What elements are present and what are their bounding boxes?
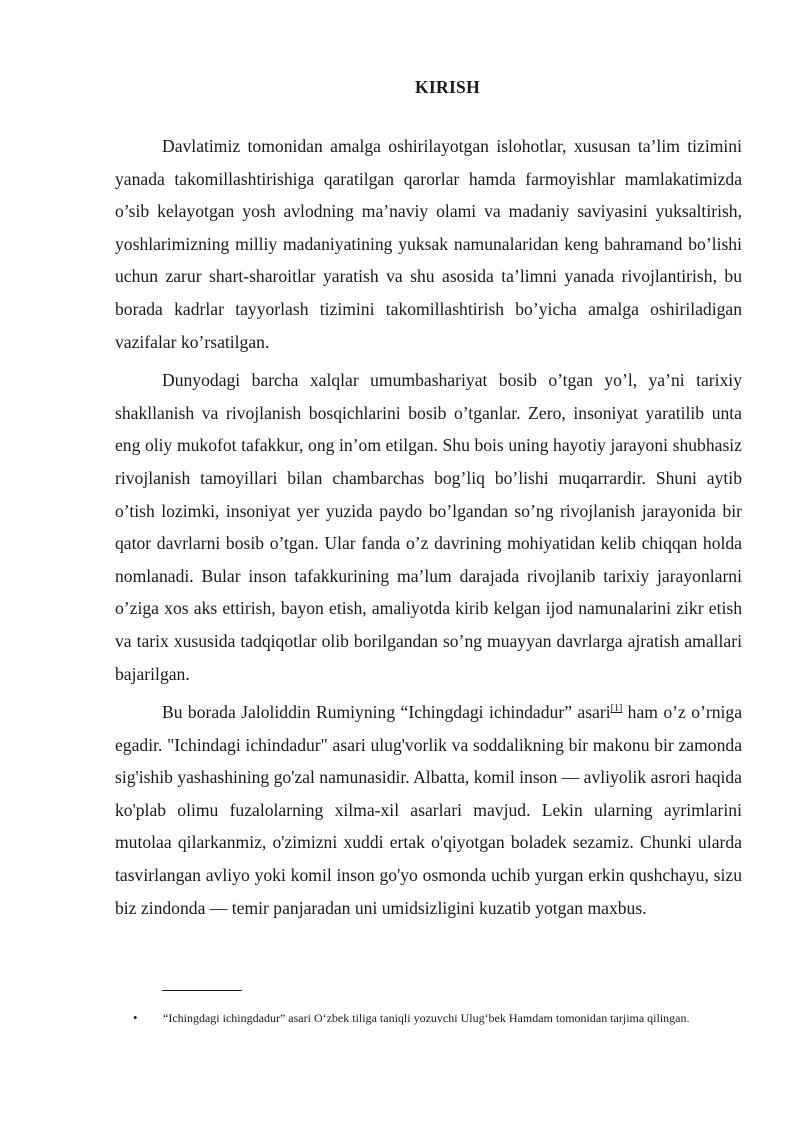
footnote-text: “Ichingdagi ichingdadur” asari O‘zbek tiliga taniqli yozuvchi Ulug‘bek Hamdam tomonidan tarjima qilingan.: [163, 1011, 690, 1025]
bullet-icon: •: [133, 1010, 138, 1025]
document-body: [115, 130, 742, 930]
paragraph-1: Davlatimiz tomonidan amalga oshirilayotgan islohotlar, xususan ta’lim tizimini yanada takomillashtirishiga qaratilgan qarorlar hamda farmoyishlar mamlakatimizda o’sib kelayotgan yosh avlodning ma’naviy olami va madaniy saviyasini yuksaltirish, yoshlarimizning milliy madaniyatining yuksak namunalaridan keng bahramand bo’lishi uchun zarur shart-sharoitlar yaratish va shu asosida ta’limni yanada rivojlantirish, bu borada kadrlar tayyorlash tizimini takomillashtirish bo’yicha amalga oshiriladigan vazifalar ko’rsatilgan.: [115, 136, 742, 352]
paragraph-3-text-end: ham o’z o’rniga egadir. "Ichindagi ichindadur" asari ulug'vorlik va soddalikning bir makonu bir zamonda sig'ishib yashashining go'zal namunasidir. Albatta, komil inson — avliyolik asrori haqida ko'plab olimu fuzalolarning xilma-xil asarlari mavjud. Lekin ularning ayrimlarini mutolaa qilarkanmiz, o'zimizni xuddi ertak o'qiyotgan boladek sezamiz. Chunki ularda tasvirlangan avliyo yoki komil inson go'yo osmonda uchib yurgan erkin qushchayu, sizu biz zindonda — temir panjaradan uni umidsizligini kuzatib yotgan maxbus.: [115, 702, 743, 918]
footnote-reference-link[interactable]: [1]: [610, 703, 623, 715]
paragraph-3: [115, 696, 742, 924]
paragraph-3-text-start: Bu borada Jaloliddin Rumiyning “Ichingdagi ichindadur” asari: [162, 702, 611, 723]
paragraph-2: Dunyodagi barcha xalqlar umumbashariyat bosib o’tgan yo’l, ya’ni tarixiy shakllanish va rivojlanish bosqichlarini bosib o’tganlar. Zero, insoniyat yaratilib unta eng oliy mukofot tafakkur, ong in’om etilgan. Shu bois uning hayotiy jarayoni shubhasiz rivojlanish tamoyillari bilan chambarchas bog’liq bo’lishi muqarrardir. Shuni aytib o’tish lozimki, insoniyat yer yuzida paydo bo’lgandan so’ng rivojlanish jarayonida bir qator davrlarni bosib o’tgan. Ular fanda o’z davrining mohiyatidan kelib chiqqan holda nomlanadi. Bular inson tafakkurining ma’lum darajada rivojlanib tarixiy jarayonlarni o’ziga xos aks ettirish, bayon etish, amaliyotda kirib kelgan ijod namunalarini zikr etish va tarix xususida tadqiqotlar olib borilgandan so’ng muayyan davrlarga ajratish amallari bajarilgan.: [115, 370, 742, 684]
footnote: [133, 1011, 733, 1025]
page-title: KIRISH: [414, 77, 480, 97]
footnote-separator: [162, 990, 242, 991]
